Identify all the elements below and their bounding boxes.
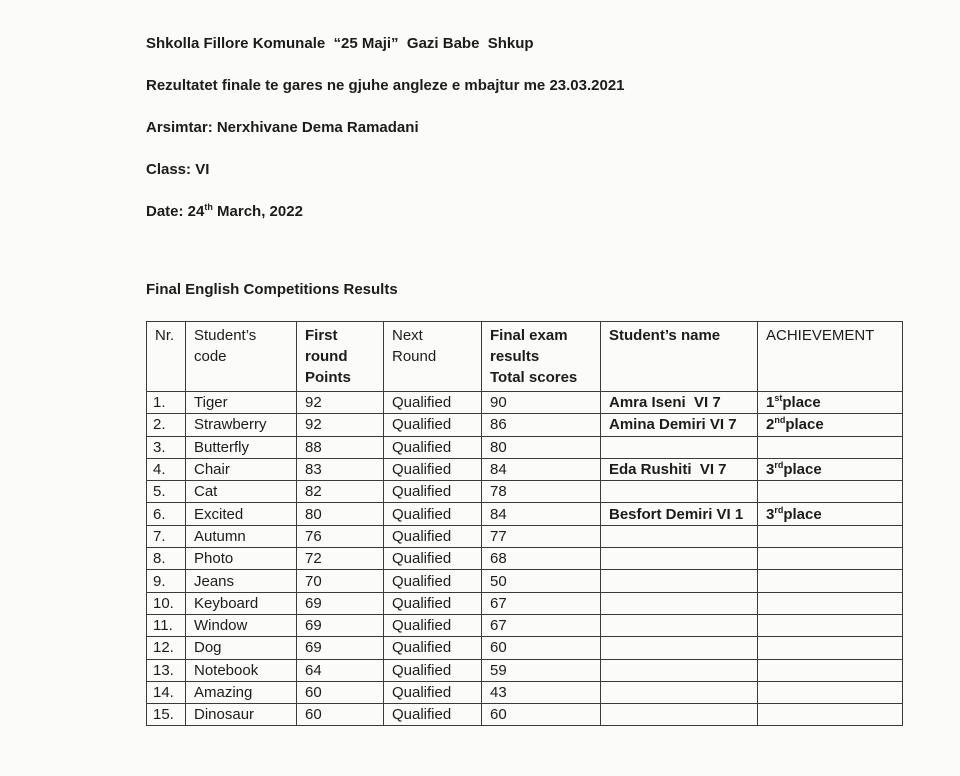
cell-next-round: Qualified (384, 414, 482, 436)
column-header-line: round (305, 348, 348, 365)
column-header-next_round (384, 322, 482, 392)
table-row (147, 592, 903, 614)
table-row (147, 659, 903, 681)
cell-final-exam: 84 (482, 503, 601, 525)
column-header-line: Points (305, 369, 351, 386)
cell-first-round: 92 (297, 414, 384, 436)
cell-nr: 3. (147, 436, 186, 458)
cell-nr: 7. (147, 525, 186, 547)
cell-next-round: Qualified (384, 481, 482, 503)
column-header-line: Final exam (490, 327, 568, 344)
column-header-line: results (490, 348, 540, 365)
column-header-line: Round (392, 348, 437, 365)
cell-final-exam: 60 (482, 637, 601, 659)
cell-name (601, 592, 758, 614)
cell-first-round: 60 (297, 681, 384, 703)
cell-final-exam: 67 (482, 592, 601, 614)
cell-first-round: 83 (297, 458, 384, 480)
class-line: Class: VI (146, 161, 210, 178)
date-prefix: Date: 24 (146, 203, 205, 220)
cell-next-round: Qualified (384, 436, 482, 458)
cell-achievement (758, 614, 903, 636)
cell-code: Tiger (186, 392, 297, 414)
cell-code: Cat (186, 481, 297, 503)
column-header-achievement (758, 322, 903, 392)
cell-achievement (758, 436, 903, 458)
column-header-line: ACHIEVEMENT (766, 327, 875, 344)
cell-nr: 2. (147, 414, 186, 436)
cell-code: Notebook (186, 659, 297, 681)
cell-final-exam: 50 (482, 570, 601, 592)
table-row (147, 436, 903, 458)
cell-achievement (758, 659, 903, 681)
cell-final-exam: 90 (482, 392, 601, 414)
cell-achievement (758, 570, 903, 592)
table-row (147, 414, 903, 436)
cell-next-round: Qualified (384, 392, 482, 414)
cell-nr: 1. (147, 392, 186, 414)
column-header-code (186, 322, 297, 392)
table-row (147, 392, 903, 414)
column-header-nr (147, 322, 186, 392)
achievement-ordinal-superscript: nd (774, 415, 786, 426)
table-row (147, 458, 903, 480)
column-header-line: Nr. (155, 327, 175, 344)
cell-final-exam: 77 (482, 525, 601, 547)
cell-first-round: 76 (297, 525, 384, 547)
column-header-first_round (297, 322, 384, 392)
cell-name (601, 614, 758, 636)
cell-nr: 12. (147, 637, 186, 659)
table-body (147, 392, 903, 726)
cell-final-exam: 59 (482, 659, 601, 681)
cell-code: Excited (186, 503, 297, 525)
cell-achievement (758, 592, 903, 614)
cell-first-round: 70 (297, 570, 384, 592)
table-row (147, 525, 903, 547)
column-header-name (601, 322, 758, 392)
cell-nr: 5. (147, 481, 186, 503)
achievement-ordinal-superscript: st (774, 393, 783, 404)
cell-next-round: Qualified (384, 681, 482, 703)
cell-code: Strawberry (186, 414, 297, 436)
results-subtitle: Rezultatet finale te gares ne gjuhe angleze e mbajtur me 23.03.2021 (146, 77, 625, 94)
results-table (146, 321, 903, 726)
cell-code: Photo (186, 548, 297, 570)
cell-achievement: 3rdplace (758, 458, 903, 480)
table-row (147, 570, 903, 592)
cell-achievement (758, 681, 903, 703)
cell-nr: 15. (147, 704, 186, 726)
table-row (147, 704, 903, 726)
table-row (147, 637, 903, 659)
cell-code: Chair (186, 458, 297, 480)
section-title: Final English Competitions Results (146, 281, 398, 298)
school-title: Shkolla Fillore Komunale “25 Maji” Gazi Babe Shkup (146, 35, 534, 52)
column-header-line: Next (392, 327, 423, 344)
cell-name: Besfort Demiri VI 1 (601, 503, 758, 525)
cell-first-round: 69 (297, 637, 384, 659)
cell-nr: 4. (147, 458, 186, 480)
cell-first-round: 82 (297, 481, 384, 503)
cell-final-exam: 78 (482, 481, 601, 503)
cell-first-round: 60 (297, 704, 384, 726)
column-header-line: First (305, 327, 338, 344)
cell-name (601, 637, 758, 659)
cell-code: Window (186, 614, 297, 636)
cell-final-exam: 60 (482, 704, 601, 726)
column-header-line: code (194, 348, 227, 365)
cell-nr: 11. (147, 614, 186, 636)
cell-nr: 9. (147, 570, 186, 592)
column-header-line: Student’s name (609, 327, 721, 344)
table-row (147, 503, 903, 525)
cell-name (601, 548, 758, 570)
cell-first-round: 64 (297, 659, 384, 681)
achievement-ordinal-superscript: rd (774, 460, 784, 471)
column-header-line: Student’s (194, 327, 257, 344)
cell-next-round: Qualified (384, 503, 482, 525)
cell-code: Jeans (186, 570, 297, 592)
cell-name (601, 659, 758, 681)
cell-achievement (758, 548, 903, 570)
cell-final-exam: 68 (482, 548, 601, 570)
cell-next-round: Qualified (384, 458, 482, 480)
cell-name: Amina Demiri VI 7 (601, 414, 758, 436)
table-row (147, 681, 903, 703)
cell-final-exam: 86 (482, 414, 601, 436)
cell-nr: 14. (147, 681, 186, 703)
cell-achievement (758, 481, 903, 503)
cell-code: Dinosaur (186, 704, 297, 726)
cell-name (601, 570, 758, 592)
cell-code: Keyboard (186, 592, 297, 614)
cell-achievement (758, 637, 903, 659)
cell-next-round: Qualified (384, 704, 482, 726)
cell-code: Autumn (186, 525, 297, 547)
cell-nr: 6. (147, 503, 186, 525)
cell-next-round: Qualified (384, 548, 482, 570)
cell-final-exam: 80 (482, 436, 601, 458)
cell-next-round: Qualified (384, 637, 482, 659)
cell-code: Amazing (186, 681, 297, 703)
cell-next-round: Qualified (384, 570, 482, 592)
cell-next-round: Qualified (384, 592, 482, 614)
cell-code: Dog (186, 637, 297, 659)
date-ordinal-superscript: th (204, 202, 213, 212)
column-header-line: Total scores (490, 369, 578, 386)
cell-achievement: 1stplace (758, 392, 903, 414)
teacher-line: Arsimtar: Nerxhivane Dema Ramadani (146, 119, 419, 136)
achievement-ordinal-superscript: rd (774, 504, 784, 515)
document-page (146, 36, 904, 726)
cell-nr: 8. (147, 548, 186, 570)
cell-first-round: 88 (297, 436, 384, 458)
cell-next-round: Qualified (384, 525, 482, 547)
cell-achievement (758, 704, 903, 726)
cell-name (601, 481, 758, 503)
cell-nr: 10. (147, 592, 186, 614)
cell-name (601, 681, 758, 703)
cell-name (601, 704, 758, 726)
cell-code: Butterfly (186, 436, 297, 458)
cell-achievement: 2ndplace (758, 414, 903, 436)
cell-first-round: 92 (297, 392, 384, 414)
table-row (147, 614, 903, 636)
column-header-final_exam (482, 322, 601, 392)
cell-nr: 13. (147, 659, 186, 681)
cell-next-round: Qualified (384, 659, 482, 681)
cell-name: Amra Iseni VI 7 (601, 392, 758, 414)
cell-first-round: 69 (297, 614, 384, 636)
cell-final-exam: 84 (482, 458, 601, 480)
cell-achievement (758, 525, 903, 547)
cell-first-round: 69 (297, 592, 384, 614)
cell-name (601, 436, 758, 458)
table-row (147, 481, 903, 503)
date-line (146, 204, 904, 220)
cell-next-round: Qualified (384, 614, 482, 636)
cell-final-exam: 67 (482, 614, 601, 636)
cell-name (601, 525, 758, 547)
cell-first-round: 80 (297, 503, 384, 525)
cell-final-exam: 43 (482, 681, 601, 703)
table-header-row (147, 322, 903, 392)
table-row (147, 548, 903, 570)
cell-achievement: 3rdplace (758, 503, 903, 525)
cell-name: Eda Rushiti VI 7 (601, 458, 758, 480)
date-suffix: March, 2022 (212, 203, 303, 220)
cell-first-round: 72 (297, 548, 384, 570)
